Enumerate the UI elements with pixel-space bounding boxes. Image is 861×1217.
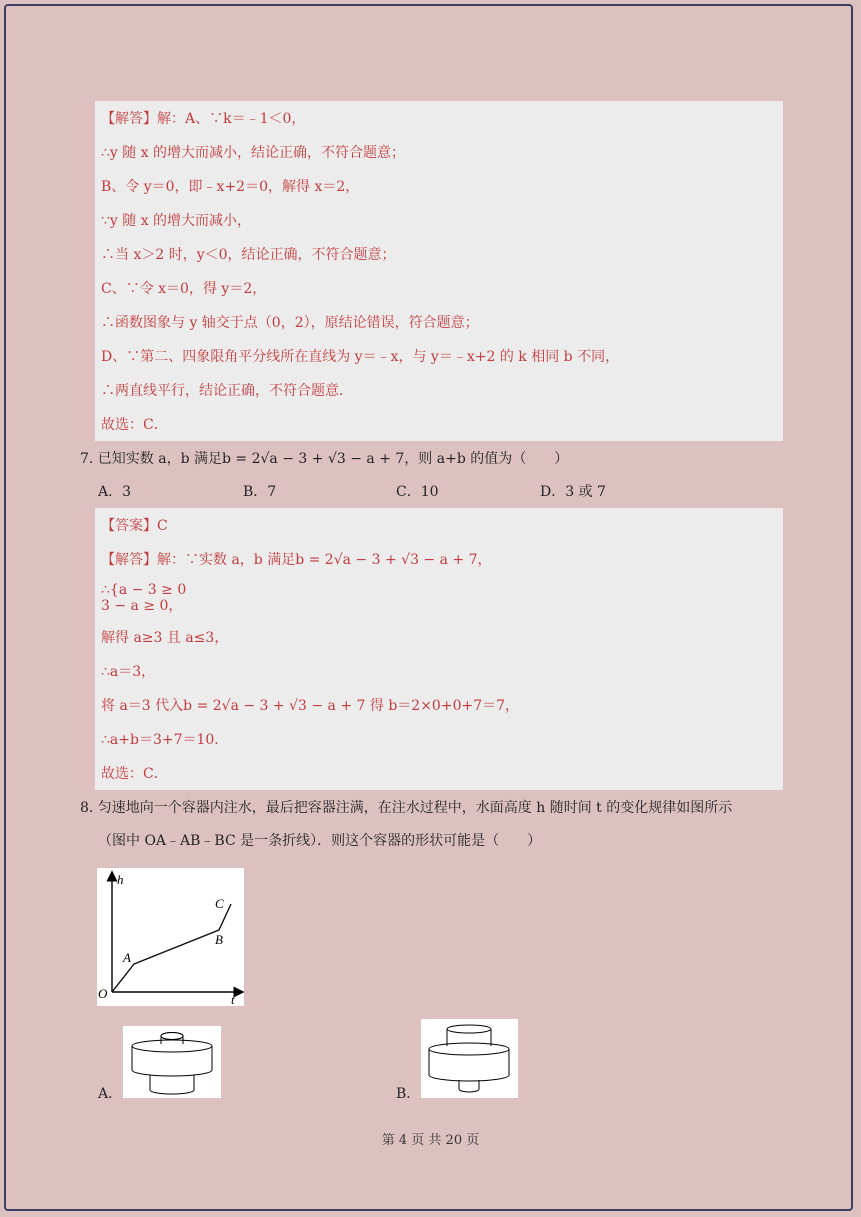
solution7-line-1: 【答案】C [101, 518, 168, 534]
question7-option-d: D．3 或 7 [540, 484, 606, 500]
solution7-line-7: 将 a＝3 代入b = 2√a − 3 + √3 − a + 7 得 b＝2×0+0+7＝7， [101, 698, 520, 714]
solution6-line-1: 【解答】解：A、∵k＝﹣1＜0， [101, 111, 306, 127]
solution6-line-10: 故选：C． [101, 417, 168, 433]
solution6-line-2: ∴y 随 x 的增大而减小，结论正确，不符合题意； [101, 145, 406, 161]
solution-box-6 [95, 101, 783, 441]
container-b-svg [421, 1019, 518, 1098]
question7-option-a: A．3 [98, 484, 132, 500]
question7-option-b: B．7 [243, 484, 277, 500]
solution6-line-3: B、令 y＝0，即﹣x+2＝0，解得 x＝2， [101, 179, 360, 195]
solution7-line-6: ∴a＝3， [101, 664, 156, 680]
graph-svg [97, 868, 244, 1006]
solution6-line-5: ∴当 x＞2 时，y＜0，结论正确，不符合题意； [101, 247, 396, 263]
solution7-line-9: 故选：C． [101, 766, 168, 782]
page-footer: 第 4 页 共 20 页 [381, 1133, 480, 1148]
question8-stem-line2: （图中 OA﹣AB﹣BC 是一条折线）．则这个容器的形状可能是（ ） [98, 833, 542, 849]
question7-stem: 7. 已知实数 a，b 满足b = 2√a − 3 + √3 − a + 7，则 a+b 的值为（ ） [80, 451, 569, 467]
solution7-line-5: 解得 a≥3 且 a≤3， [101, 630, 229, 646]
question8-stem-line1: 8. 匀速地向一个容器内注水，最后把容器注满，在注水过程中，水面高度 h 随时间 t 的变化规律如图所示 [80, 800, 733, 816]
question8-option-b-label: B． [396, 1086, 421, 1102]
graph-label-c: C [215, 896, 224, 911]
question7-option-c: C．10 [396, 484, 439, 500]
graph-label-h: h [117, 872, 124, 887]
question8-option-a-label: A． [98, 1086, 123, 1102]
solution7-line-4: 3 − a ≥ 0， [101, 598, 183, 614]
solution6-line-7: ∴函数图象与 y 轴交于点（0，2），原结论错误，符合题意； [101, 315, 479, 331]
oa-ab-bc-polyline [112, 904, 231, 992]
water-height-graph [97, 868, 244, 1006]
solution6-line-9: ∴两直线平行，结论正确，不符合题意． [101, 383, 353, 399]
solution6-line-8: D、∵第二、四象限角平分线所在直线为 y＝﹣x，与 y＝﹣x+2 的 k 相同 b 不同， [101, 349, 620, 365]
solution7-line-8: ∴a+b＝3+7＝10． [101, 732, 229, 748]
container-a-svg [123, 1026, 221, 1098]
solution-box-7 [95, 508, 783, 790]
graph-label-a: A [123, 950, 131, 965]
graph-label-o: O [98, 986, 108, 1001]
solution7-line-2: 【解答】解：∵实数 a，b 满足b = 2√a − 3 + √3 − a + 7， [101, 552, 492, 568]
solution7-line-3: ∴{a − 3 ≥ 0 [101, 582, 187, 598]
graph-label-t: t [231, 992, 235, 1006]
container-figure-a [123, 1026, 221, 1098]
graph-label-b: B [215, 932, 223, 947]
solution6-line-6: C、∵令 x＝0，得 y＝2， [101, 281, 267, 297]
solution6-line-4: ∵y 随 x 的增大而减小， [101, 213, 252, 229]
container-figure-b [421, 1019, 518, 1098]
